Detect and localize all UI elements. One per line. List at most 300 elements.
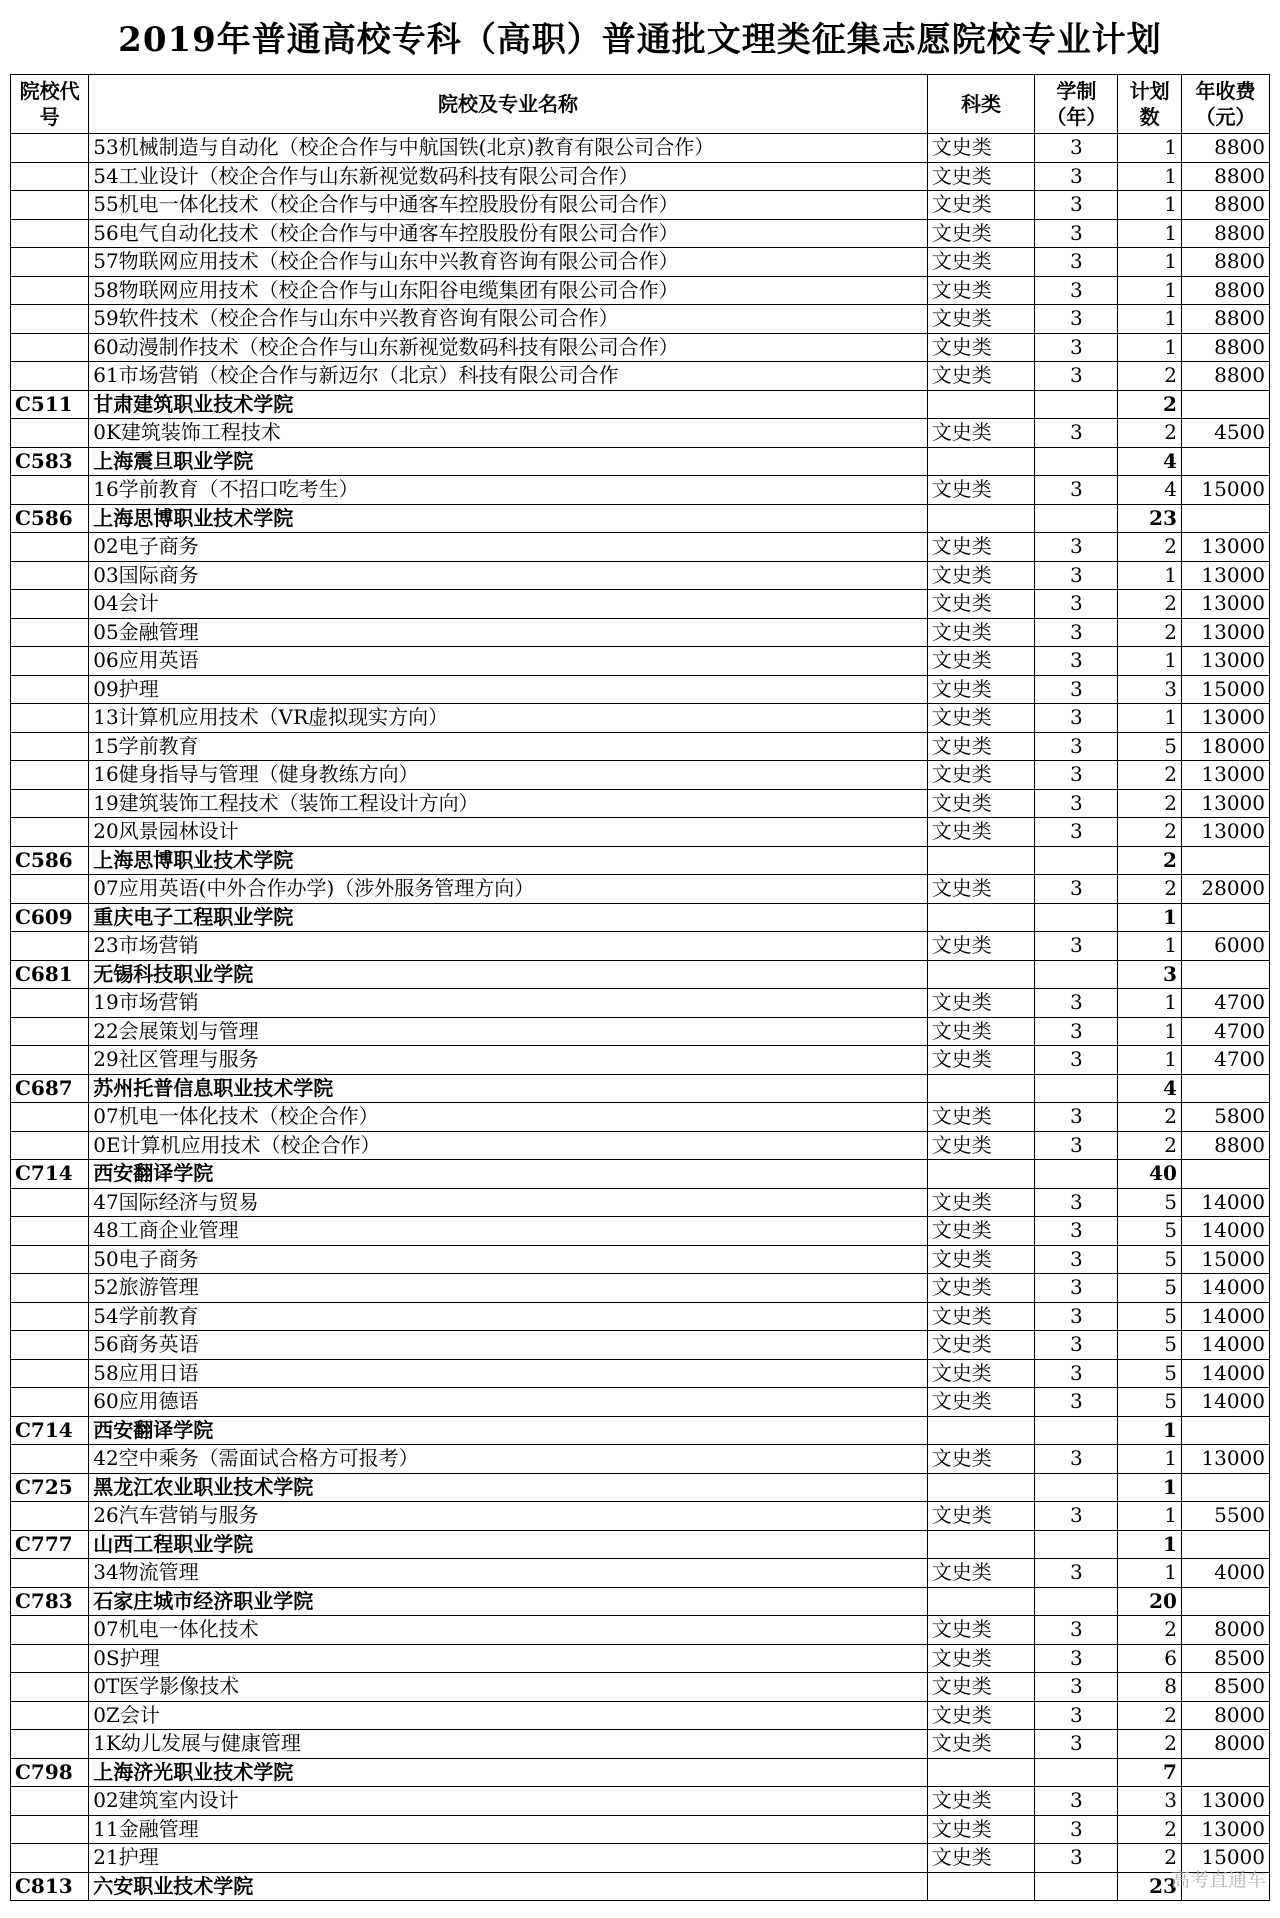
code-cell (11, 1359, 89, 1388)
years-cell: 3 (1035, 1644, 1118, 1673)
category-cell: 文史类 (927, 989, 1035, 1018)
code-cell (11, 419, 89, 448)
code-cell (11, 789, 89, 818)
code-cell (11, 134, 89, 163)
major-row (11, 1559, 1270, 1588)
category-cell: 文史类 (927, 1245, 1035, 1274)
years-cell (1035, 390, 1118, 419)
name-cell: 19建筑装饰工程技术（装饰工程设计方向） (89, 789, 928, 818)
category-cell (927, 1587, 1035, 1616)
plan-cell: 6 (1118, 1644, 1182, 1673)
name-cell: 04会计 (89, 590, 928, 619)
name-cell: 59软件技术（校企合作与山东中兴教育咨询有限公司合作） (89, 305, 928, 334)
fee-cell: 8500 (1181, 1673, 1269, 1702)
category-cell: 文史类 (927, 1445, 1035, 1474)
category-cell (927, 1074, 1035, 1103)
major-row (11, 732, 1270, 761)
name-cell: 19市场营销 (89, 989, 928, 1018)
years-cell: 3 (1035, 818, 1118, 847)
fee-cell: 13000 (1181, 1787, 1269, 1816)
major-row (11, 1302, 1270, 1331)
years-cell: 3 (1035, 1730, 1118, 1759)
name-cell: 48工商企业管理 (89, 1217, 928, 1246)
plan-cell: 5 (1118, 1217, 1182, 1246)
fee-cell: 8800 (1181, 276, 1269, 305)
years-cell: 3 (1035, 989, 1118, 1018)
category-cell (927, 1530, 1035, 1559)
plan-cell: 4 (1118, 1074, 1182, 1103)
code-cell (11, 305, 89, 334)
plan-cell: 2 (1118, 1103, 1182, 1132)
fee-cell (1181, 1416, 1269, 1445)
plan-cell: 2 (1118, 818, 1182, 847)
years-cell: 3 (1035, 1131, 1118, 1160)
major-row (11, 989, 1270, 1018)
major-row (11, 1844, 1270, 1873)
years-cell: 3 (1035, 590, 1118, 619)
plan-cell: 5 (1118, 1388, 1182, 1417)
name-cell: 13计算机应用技术（VR虚拟现实方向） (89, 704, 928, 733)
category-cell: 文史类 (927, 1844, 1035, 1873)
name-cell: 07机电一体化技术（校企合作） (89, 1103, 928, 1132)
years-cell: 3 (1035, 1787, 1118, 1816)
years-cell: 3 (1035, 476, 1118, 505)
major-row (11, 305, 1270, 334)
major-row (11, 1245, 1270, 1274)
years-cell: 3 (1035, 1445, 1118, 1474)
name-cell: 六安职业技术学院 (89, 1872, 928, 1901)
fee-cell: 8000 (1181, 1616, 1269, 1645)
code-cell (11, 704, 89, 733)
code-cell (11, 1787, 89, 1816)
category-cell: 文史类 (927, 1359, 1035, 1388)
major-row (11, 1787, 1270, 1816)
category-cell: 文史类 (927, 191, 1035, 220)
fee-cell (1181, 1074, 1269, 1103)
major-row (11, 1673, 1270, 1702)
code-cell (11, 875, 89, 904)
category-cell: 文史类 (927, 647, 1035, 676)
fee-cell: 14000 (1181, 1274, 1269, 1303)
code-cell: C609 (11, 903, 89, 932)
code-cell (11, 618, 89, 647)
plan-cell: 5 (1118, 1331, 1182, 1360)
category-cell (927, 447, 1035, 476)
name-cell: 16健身指导与管理（健身教练方向） (89, 761, 928, 790)
fee-cell: 14000 (1181, 1331, 1269, 1360)
years-cell: 3 (1035, 248, 1118, 277)
years-cell: 3 (1035, 1559, 1118, 1588)
code-cell (11, 732, 89, 761)
plan-cell: 3 (1118, 1787, 1182, 1816)
code-cell: C687 (11, 1074, 89, 1103)
plan-cell: 1 (1118, 162, 1182, 191)
name-cell: 甘肃建筑职业技术学院 (89, 390, 928, 419)
major-row (11, 276, 1270, 305)
category-cell: 文史类 (927, 305, 1035, 334)
fee-cell: 8500 (1181, 1644, 1269, 1673)
years-cell (1035, 1587, 1118, 1616)
category-cell: 文史类 (927, 1017, 1035, 1046)
code-cell: C813 (11, 1872, 89, 1901)
plan-cell: 2 (1118, 1730, 1182, 1759)
category-cell (927, 903, 1035, 932)
category-cell: 文史类 (927, 1616, 1035, 1645)
plan-cell: 1 (1118, 1559, 1182, 1588)
code-cell (11, 1815, 89, 1844)
plan-cell: 2 (1118, 761, 1182, 790)
plan-cell: 3 (1118, 960, 1182, 989)
category-cell (927, 960, 1035, 989)
plan-cell: 5 (1118, 1188, 1182, 1217)
fee-cell: 13000 (1181, 647, 1269, 676)
major-row (11, 248, 1270, 277)
category-cell: 文史类 (927, 561, 1035, 590)
years-cell: 3 (1035, 1331, 1118, 1360)
major-row (11, 818, 1270, 847)
category-cell: 文史类 (927, 276, 1035, 305)
years-cell: 3 (1035, 875, 1118, 904)
header-years: 学制（年） (1035, 75, 1118, 134)
category-cell: 文史类 (927, 1188, 1035, 1217)
years-cell: 3 (1035, 1701, 1118, 1730)
fee-cell: 13000 (1181, 789, 1269, 818)
years-cell (1035, 1416, 1118, 1445)
years-cell: 3 (1035, 704, 1118, 733)
code-cell (11, 647, 89, 676)
years-cell: 3 (1035, 191, 1118, 220)
plan-cell: 7 (1118, 1758, 1182, 1787)
years-cell: 3 (1035, 333, 1118, 362)
code-cell (11, 1730, 89, 1759)
plan-cell: 1 (1118, 932, 1182, 961)
category-cell: 文史类 (927, 761, 1035, 790)
years-cell (1035, 1074, 1118, 1103)
category-cell: 文史类 (927, 1302, 1035, 1331)
fee-cell: 13000 (1181, 818, 1269, 847)
code-cell (11, 1559, 89, 1588)
fee-cell: 8800 (1181, 305, 1269, 334)
name-cell: 07应用英语(中外合作办学)（涉外服务管理方向） (89, 875, 928, 904)
code-cell: C586 (11, 504, 89, 533)
name-cell: 23市场营销 (89, 932, 928, 961)
major-row (11, 1815, 1270, 1844)
major-row (11, 533, 1270, 562)
fee-cell: 13000 (1181, 533, 1269, 562)
fee-cell: 8800 (1181, 219, 1269, 248)
category-cell: 文史类 (927, 162, 1035, 191)
fee-cell: 4700 (1181, 989, 1269, 1018)
years-cell (1035, 1872, 1118, 1901)
code-cell: C783 (11, 1587, 89, 1616)
fee-cell: 8800 (1181, 362, 1269, 391)
years-cell: 3 (1035, 1388, 1118, 1417)
category-cell: 文史类 (927, 362, 1035, 391)
plan-cell: 1 (1118, 1445, 1182, 1474)
plan-cell: 2 (1118, 1131, 1182, 1160)
years-cell: 3 (1035, 1302, 1118, 1331)
category-cell (927, 1758, 1035, 1787)
years-cell (1035, 1473, 1118, 1502)
major-row (11, 162, 1270, 191)
fee-cell: 14000 (1181, 1359, 1269, 1388)
name-cell: 47国际经济与贸易 (89, 1188, 928, 1217)
name-cell: 0K建筑装饰工程技术 (89, 419, 928, 448)
name-cell: 58应用日语 (89, 1359, 928, 1388)
name-cell: 16学前教育（不招口吃考生） (89, 476, 928, 505)
code-cell (11, 989, 89, 1018)
years-cell: 3 (1035, 134, 1118, 163)
years-cell: 3 (1035, 732, 1118, 761)
category-cell: 文史类 (927, 1046, 1035, 1075)
category-cell (927, 1416, 1035, 1445)
fee-cell: 4500 (1181, 419, 1269, 448)
name-cell: 57物联网应用技术（校企合作与山东中兴教育咨询有限公司合作） (89, 248, 928, 277)
name-cell: 07机电一体化技术 (89, 1616, 928, 1645)
plan-cell: 1 (1118, 248, 1182, 277)
category-cell: 文史类 (927, 1673, 1035, 1702)
years-cell: 3 (1035, 1245, 1118, 1274)
category-cell: 文史类 (927, 219, 1035, 248)
years-cell (1035, 846, 1118, 875)
fee-cell: 8000 (1181, 1701, 1269, 1730)
code-cell (11, 1616, 89, 1645)
major-row (11, 1188, 1270, 1217)
years-cell: 3 (1035, 1616, 1118, 1645)
code-cell (11, 590, 89, 619)
fee-cell: 14000 (1181, 1388, 1269, 1417)
years-cell: 3 (1035, 1274, 1118, 1303)
fee-cell: 13000 (1181, 618, 1269, 647)
major-row (11, 1131, 1270, 1160)
fee-cell: 15000 (1181, 476, 1269, 505)
code-cell: C681 (11, 960, 89, 989)
years-cell: 3 (1035, 675, 1118, 704)
code-cell: C725 (11, 1473, 89, 1502)
plan-cell: 1 (1118, 704, 1182, 733)
plan-cell: 2 (1118, 875, 1182, 904)
years-cell: 3 (1035, 162, 1118, 191)
code-cell (11, 1644, 89, 1673)
years-cell: 3 (1035, 789, 1118, 818)
code-cell (11, 1302, 89, 1331)
name-cell: 无锡科技职业学院 (89, 960, 928, 989)
name-cell: 黑龙江农业职业技术学院 (89, 1473, 928, 1502)
major-row (11, 191, 1270, 220)
code-cell: C777 (11, 1530, 89, 1559)
school-row (11, 1416, 1270, 1445)
plan-cell: 1 (1118, 134, 1182, 163)
category-cell: 文史类 (927, 1559, 1035, 1588)
code-cell: C511 (11, 390, 89, 419)
plan-cell: 2 (1118, 419, 1182, 448)
category-cell: 文史类 (927, 789, 1035, 818)
name-cell: 02建筑室内设计 (89, 1787, 928, 1816)
name-cell: 山西工程职业学院 (89, 1530, 928, 1559)
code-cell (11, 1701, 89, 1730)
years-cell: 3 (1035, 219, 1118, 248)
years-cell: 3 (1035, 932, 1118, 961)
document-title: 2019年普通高校专科（高职）普通批文理类征集志愿院校专业计划 (118, 20, 1162, 60)
school-row (11, 390, 1270, 419)
plan-table (10, 74, 1270, 1901)
major-row (11, 761, 1270, 790)
plan-cell: 2 (1118, 533, 1182, 562)
years-cell: 3 (1035, 276, 1118, 305)
category-cell: 文史类 (927, 476, 1035, 505)
plan-cell: 1 (1118, 561, 1182, 590)
code-cell (11, 162, 89, 191)
category-cell: 文史类 (927, 732, 1035, 761)
category-cell: 文史类 (927, 875, 1035, 904)
school-row (11, 1160, 1270, 1189)
header-category: 科类 (927, 75, 1035, 134)
plan-cell: 2 (1118, 1701, 1182, 1730)
name-cell: 42空中乘务（需面试合格方可报考） (89, 1445, 928, 1474)
name-cell: 西安翻译学院 (89, 1416, 928, 1445)
years-cell: 3 (1035, 533, 1118, 562)
name-cell: 重庆电子工程职业学院 (89, 903, 928, 932)
school-row (11, 903, 1270, 932)
name-cell: 60动漫制作技术（校企合作与山东新视觉数码科技有限公司合作） (89, 333, 928, 362)
years-cell: 3 (1035, 561, 1118, 590)
category-cell: 文史类 (927, 533, 1035, 562)
years-cell (1035, 504, 1118, 533)
plan-cell: 5 (1118, 732, 1182, 761)
plan-cell: 2 (1118, 1844, 1182, 1873)
major-row (11, 932, 1270, 961)
years-cell: 3 (1035, 647, 1118, 676)
plan-cell: 20 (1118, 1587, 1182, 1616)
plan-cell: 1 (1118, 333, 1182, 362)
category-cell: 文史类 (927, 1815, 1035, 1844)
name-cell: 52旅游管理 (89, 1274, 928, 1303)
code-cell (11, 675, 89, 704)
code-cell (11, 476, 89, 505)
category-cell (927, 1872, 1035, 1901)
name-cell: 西安翻译学院 (89, 1160, 928, 1189)
fee-cell: 13000 (1181, 590, 1269, 619)
name-cell: 60应用德语 (89, 1388, 928, 1417)
name-cell: 03国际商务 (89, 561, 928, 590)
years-cell: 3 (1035, 1188, 1118, 1217)
plan-cell: 2 (1118, 390, 1182, 419)
code-cell (11, 1131, 89, 1160)
fee-cell: 8800 (1181, 333, 1269, 362)
fee-cell: 13000 (1181, 761, 1269, 790)
name-cell: 09护理 (89, 675, 928, 704)
plan-cell: 5 (1118, 1359, 1182, 1388)
fee-cell (1181, 1160, 1269, 1189)
fee-cell: 8800 (1181, 1131, 1269, 1160)
major-row (11, 1701, 1270, 1730)
category-cell: 文史类 (927, 248, 1035, 277)
years-cell (1035, 1758, 1118, 1787)
code-cell (11, 932, 89, 961)
plan-cell: 2 (1118, 590, 1182, 619)
category-cell: 文史类 (927, 333, 1035, 362)
code-cell (11, 333, 89, 362)
years-cell: 3 (1035, 362, 1118, 391)
fee-cell: 15000 (1181, 1844, 1269, 1873)
major-row (11, 1445, 1270, 1474)
years-cell (1035, 1530, 1118, 1559)
major-row (11, 1017, 1270, 1046)
years-cell: 3 (1035, 419, 1118, 448)
plan-cell: 4 (1118, 447, 1182, 476)
name-cell: 58物联网应用技术（校企合作与山东阳谷电缆集团有限公司合作） (89, 276, 928, 305)
name-cell: 56商务英语 (89, 1331, 928, 1360)
name-cell: 上海思博职业技术学院 (89, 504, 928, 533)
fee-cell (1181, 960, 1269, 989)
code-cell (11, 362, 89, 391)
fee-cell: 28000 (1181, 875, 1269, 904)
name-cell: 0Z会计 (89, 1701, 928, 1730)
category-cell: 文史类 (927, 590, 1035, 619)
name-cell: 11金融管理 (89, 1815, 928, 1844)
plan-cell: 1 (1118, 903, 1182, 932)
category-cell (927, 1473, 1035, 1502)
years-cell (1035, 1160, 1118, 1189)
fee-cell: 8800 (1181, 162, 1269, 191)
name-cell: 0S护理 (89, 1644, 928, 1673)
code-cell: C714 (11, 1160, 89, 1189)
plan-cell: 2 (1118, 789, 1182, 818)
code-cell (11, 1274, 89, 1303)
major-row (11, 1359, 1270, 1388)
major-row (11, 1616, 1270, 1645)
fee-cell: 13000 (1181, 704, 1269, 733)
fee-cell (1181, 390, 1269, 419)
major-row (11, 362, 1270, 391)
plan-cell: 8 (1118, 1673, 1182, 1702)
fee-cell (1181, 846, 1269, 875)
category-cell: 文史类 (927, 1131, 1035, 1160)
years-cell: 3 (1035, 305, 1118, 334)
plan-cell: 2 (1118, 618, 1182, 647)
major-row (11, 333, 1270, 362)
major-row (11, 1217, 1270, 1246)
category-cell: 文史类 (927, 1730, 1035, 1759)
major-row (11, 1502, 1270, 1531)
plan-cell: 23 (1118, 504, 1182, 533)
name-cell: 55机电一体化技术（校企合作与中通客车控股股份有限公司合作） (89, 191, 928, 220)
plan-cell: 1 (1118, 191, 1182, 220)
years-cell: 3 (1035, 1673, 1118, 1702)
plan-cell: 1 (1118, 1530, 1182, 1559)
code-cell (11, 1103, 89, 1132)
category-cell: 文史类 (927, 1217, 1035, 1246)
code-cell (11, 1388, 89, 1417)
plan-cell: 1 (1118, 305, 1182, 334)
major-row (11, 675, 1270, 704)
school-row (11, 1074, 1270, 1103)
category-cell (927, 1160, 1035, 1189)
code-cell (11, 248, 89, 277)
category-cell: 文史类 (927, 704, 1035, 733)
plan-cell: 5 (1118, 1302, 1182, 1331)
fee-cell: 8800 (1181, 134, 1269, 163)
fee-cell: 8800 (1181, 191, 1269, 220)
school-row (11, 1758, 1270, 1787)
plan-cell: 40 (1118, 1160, 1182, 1189)
fee-cell (1181, 1530, 1269, 1559)
school-row (11, 1872, 1270, 1901)
name-cell: 21护理 (89, 1844, 928, 1873)
plan-cell: 1 (1118, 276, 1182, 305)
plan-cell: 1 (1118, 1046, 1182, 1075)
plan-cell: 4 (1118, 476, 1182, 505)
